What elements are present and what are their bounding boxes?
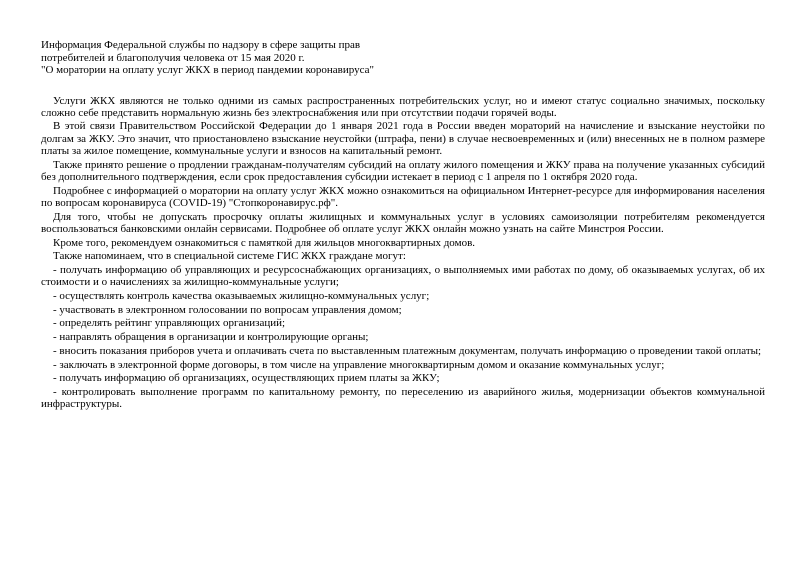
list-item: - контролировать выполнение программ по капитальному ремонту, по переселению из аварийного жилья, модернизации объектов коммунальной инфраструктуры. [41, 385, 765, 411]
title-line-1: Информация Федеральной службы по надзору в сфере защиты прав [41, 39, 361, 51]
paragraph-more-info: Подробнее с информацией о моратории на оплату услуг ЖКХ можно ознакомиться на официальном Интернет-ресурсе для информирования населения по вопросам коронавируса (COVID-19) "Стопкоронавирус.рф". [41, 184, 765, 210]
paragraph-online-payment: Для того, чтобы не допускать просрочку оплаты жилищных и коммунальных услуг в условиях самоизоляции потребителям рекомендуется воспользоваться банковскими онлайн сервисами. Подробнее об оплате услуг ЖКХ онлайн можно узнать на сайте Минстроя России. [41, 210, 765, 236]
list-item: - определять рейтинг управляющих организаций; [53, 317, 286, 330]
list-item: - получать информацию об управляющих и ресурсоснабжающих организациях, о выполняемых ими работах по дому, об оказываемых услугах, об их стоимости и о начислениях за жилищно-коммунальные услуги; [41, 264, 765, 289]
paragraph-gis-intro: Также напоминаем, что в специальной системе ГИС ЖКХ граждане могут: [53, 250, 406, 263]
list-item: - осуществлять контроль качества оказываемых жилищно-коммунальных услуг; [53, 290, 430, 303]
title-line-2: потребителей и благополучия человека от 15 мая 2020 г. [41, 51, 305, 64]
list-item: - заключать в электронной форме договоры, в том числе на управление многоквартирным домом и оказание коммунальных услуг; [53, 358, 665, 371]
list-item: - участвовать в электронном голосовании по вопросам управления домом; [53, 303, 402, 316]
list-item: - получать информацию об организациях, осуществляющих прием платы за ЖКУ; [53, 372, 440, 385]
list-item: - вносить показания приборов учета и оплачивать счета по выставленным платежным документам, получать информацию о проведении такой оплаты; [53, 344, 762, 357]
paragraph-intro: Услуги ЖКХ являются не только одними из самых распространенных потребительских услуг, но и имеют статус социально значимых, поскольку сложно себе представить нормальную жизнь без электроснабжения или при отсутствии подачи горячей воды. [41, 94, 765, 119]
paragraph-memo: Кроме того, рекомендуем ознакомиться с памяткой для жильцов многоквартирных домов. [53, 236, 476, 249]
list-item: - направлять обращения в организации и контролирующие органы; [53, 331, 369, 344]
paragraph-moratorium: В этой связи Правительством Российской Федерации до 1 января 2021 года в России введен мораторий на начисление и взыскание неустойки по долгам за ЖКУ. Это значит, что приостановлено взыскание неустойки (штрафа, пени) в случае несвоевременных и (или) внесенных не в полном размере платы за жилое помещение, коммунальные услуги и взносов на капитальный ремонт. [41, 120, 765, 158]
title-line-3: "О моратории на оплату услуг ЖКХ в период пандемии коронавируса" [41, 64, 374, 76]
document-body [41, 95, 765, 411]
paragraph-subsidies: Также принято решение о продлении гражданам-получателям субсидий на оплату жилого помещения и ЖКУ права на получение указанных субсидий без дополнительного подтверждения, если срок предоставления субсидии истекает в период с 1 апреля по 1 октября 2020 года. [41, 158, 765, 184]
document-title [41, 39, 765, 77]
